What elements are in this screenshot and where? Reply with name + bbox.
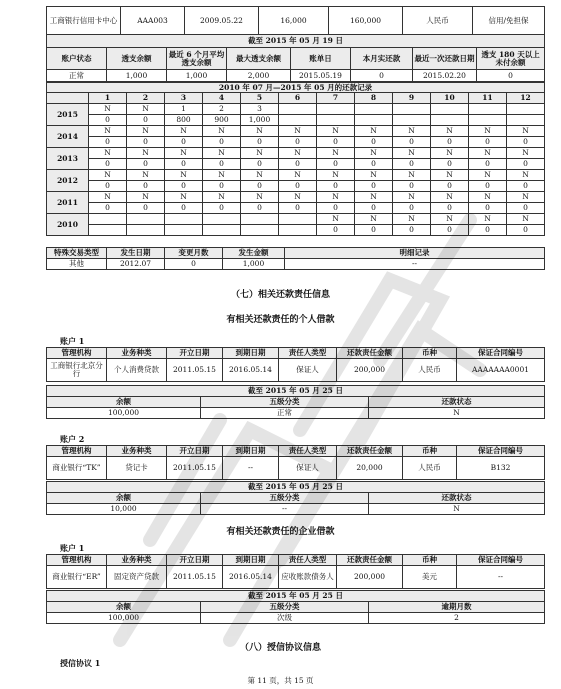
repayment-amount-cell: 0: [431, 203, 469, 214]
col-header: 余额: [47, 602, 201, 613]
cell: 1,000: [167, 70, 227, 82]
col-header: 管理机构: [47, 348, 107, 359]
repayment-amount-cell: 0: [203, 159, 241, 170]
repayment-status-cell: N: [431, 214, 469, 225]
col-header: 币种: [403, 555, 457, 566]
repayment-amount-cell: [507, 115, 545, 126]
col-header: 还款状态: [369, 397, 545, 408]
repayment-amount-cell: [279, 225, 317, 236]
col-header: 特殊交易类型: [47, 248, 107, 259]
asof-date: 截至 2015 年 05 月 25 日: [47, 482, 545, 493]
cell: 100,000: [47, 613, 201, 624]
col-header: 五级分类: [201, 602, 369, 613]
repayment-status-cell: N: [507, 192, 545, 203]
repayment-status-cell: [241, 214, 279, 225]
repayment-status-cell: N: [241, 126, 279, 137]
cell: 个人消费贷款: [107, 359, 167, 382]
year-label: 2012: [47, 170, 89, 192]
col-header: 发生金额: [223, 248, 285, 259]
col-header: 透支 180 天以上未付余额: [477, 48, 545, 70]
year-label: 2010: [47, 214, 89, 236]
repayment-amount-cell: [355, 115, 393, 126]
repayment-status-cell: [469, 104, 507, 115]
repayment-amount-cell: 0: [355, 181, 393, 192]
repayment-amount-cell: 0: [469, 203, 507, 214]
month-header: 3: [165, 93, 203, 104]
repayment-status-cell: N: [165, 148, 203, 159]
top-cell: 工商银行信用卡中心: [47, 7, 121, 35]
repayment-amount-cell: 0: [355, 225, 393, 236]
repayment-amount-cell: 0: [393, 137, 431, 148]
cell: 20,000: [337, 457, 403, 480]
personal-account-1-status: [46, 385, 545, 419]
repayment-status-cell: N: [241, 148, 279, 159]
repayment-status-cell: N: [241, 170, 279, 181]
repayment-amount-cell: [165, 225, 203, 236]
repayment-amount-cell: 0: [355, 203, 393, 214]
repayment-amount-cell: 0: [317, 159, 355, 170]
col-header: 开立日期: [167, 348, 223, 359]
top-cell: AAA003: [121, 7, 185, 35]
repayment-status-cell: N: [279, 192, 317, 203]
repayment-status-cell: [431, 104, 469, 115]
repayment-amount-cell: 0: [317, 203, 355, 214]
repayment-amount-cell: 0: [89, 159, 127, 170]
cell: 人民币: [403, 457, 457, 480]
repayment-status-cell: N: [317, 192, 355, 203]
repayment-status-cell: N: [507, 170, 545, 181]
cell: 0: [351, 70, 413, 82]
repayment-status-cell: N: [431, 192, 469, 203]
repayment-amount-cell: 0: [469, 137, 507, 148]
enterprise-account-1-table: [46, 554, 545, 589]
account-label: 账户 1: [60, 336, 85, 346]
personal-account-1-table: [46, 347, 545, 382]
account-label: 账户 1: [60, 543, 85, 553]
year-label: 2014: [47, 126, 89, 148]
repayment-status-cell: N: [279, 148, 317, 159]
account-status-table: [46, 34, 545, 82]
cell: 2016.05.14: [223, 566, 279, 589]
repayment-amount-cell: [89, 225, 127, 236]
repayment-amount-cell: 1,000: [241, 115, 279, 126]
repayment-status-cell: N: [127, 148, 165, 159]
repayment-amount-cell: 0: [431, 137, 469, 148]
repayment-status-cell: [355, 104, 393, 115]
special-transaction-table: [46, 247, 545, 270]
repayment-amount-cell: 0: [89, 137, 127, 148]
repayment-amount-cell: 0: [469, 225, 507, 236]
repayment-amount-cell: 0: [431, 181, 469, 192]
cell: AAAAAAA0001: [457, 359, 545, 382]
repayment-status-cell: N: [469, 148, 507, 159]
repayment-amount-cell: 0: [165, 159, 203, 170]
repayment-amount-cell: 0: [469, 181, 507, 192]
repayment-amount-cell: 0: [393, 181, 431, 192]
cell: 贷记卡: [107, 457, 167, 480]
repayment-status-cell: N: [507, 214, 545, 225]
col-header: 保证合同编号: [457, 446, 545, 457]
cell: 0: [477, 70, 545, 82]
cell: 其他: [47, 259, 107, 270]
cell: 2011.05.15: [167, 457, 223, 480]
year-corner: [47, 93, 89, 104]
month-header: 2: [127, 93, 165, 104]
repayment-status-cell: N: [127, 104, 165, 115]
cell: N: [369, 504, 545, 515]
asof-date: 截至 2015 年 05 月 25 日: [47, 591, 545, 602]
cell: 100,000: [47, 408, 201, 419]
col-header: 最近 6 个月平均透支余额: [167, 48, 227, 70]
personal-loan-title: 有相关还款责任的个人借款: [226, 315, 335, 325]
repayment-status-cell: N: [317, 126, 355, 137]
col-header: 本月实还款: [351, 48, 413, 70]
col-header: 还款责任金额: [337, 446, 403, 457]
top-cell: 人民币: [403, 7, 473, 35]
repayment-amount-cell: 0: [393, 203, 431, 214]
repayment-status-cell: [317, 104, 355, 115]
col-header: 到期日期: [223, 446, 279, 457]
month-header: 1: [89, 93, 127, 104]
col-header: 变更月数: [165, 248, 223, 259]
col-header: 责任人类型: [279, 555, 337, 566]
col-header: 还款状态: [369, 493, 545, 504]
repayment-amount-cell: 0: [127, 181, 165, 192]
repayment-status-cell: N: [469, 214, 507, 225]
repayment-status-cell: N: [507, 126, 545, 137]
col-header: 币种: [403, 348, 457, 359]
repayment-amount-cell: [203, 225, 241, 236]
repayment-amount-cell: 0: [203, 203, 241, 214]
repayment-status-cell: N: [355, 170, 393, 181]
cell: 正常: [47, 70, 107, 82]
col-header: 最近一次还款日期: [413, 48, 477, 70]
month-header: 6: [279, 93, 317, 104]
repayment-status-cell: N: [127, 126, 165, 137]
asof-date: 截至 2015 年 05 月 25 日: [47, 386, 545, 397]
repayment-status-cell: N: [469, 170, 507, 181]
repayment-status-cell: N: [355, 192, 393, 203]
repayment-amount-cell: 0: [279, 181, 317, 192]
col-header: 五级分类: [201, 493, 369, 504]
repayment-status-cell: N: [165, 170, 203, 181]
col-header: 到期日期: [223, 555, 279, 566]
repayment-status-cell: N: [89, 104, 127, 115]
repayment-status-cell: N: [355, 126, 393, 137]
repayment-status-cell: N: [355, 214, 393, 225]
repayment-status-cell: N: [431, 126, 469, 137]
col-header: 开立日期: [167, 555, 223, 566]
cell: 2012.07: [107, 259, 165, 270]
repayment-status-cell: N: [393, 170, 431, 181]
month-header: 5: [241, 93, 279, 104]
section-7-title: （七）相关还款责任信息: [230, 290, 330, 300]
account-label: 账户 2: [60, 434, 85, 444]
repayment-amount-cell: 0: [317, 181, 355, 192]
col-header: 管理机构: [47, 446, 107, 457]
repayment-amount-cell: 0: [279, 159, 317, 170]
month-header: 7: [317, 93, 355, 104]
repayment-amount-cell: 0: [317, 137, 355, 148]
cell: 2011.05.15: [167, 359, 223, 382]
cell: 应收账款债务人: [279, 566, 337, 589]
cell: 200,000: [337, 359, 403, 382]
repayment-status-cell: 3: [241, 104, 279, 115]
repayment-status-cell: N: [393, 214, 431, 225]
cell: 2: [369, 613, 545, 624]
cell: --: [201, 504, 369, 515]
agreement-label: 授信协议 1: [60, 658, 101, 668]
col-header: 余额: [47, 397, 201, 408]
cell: 200,000: [337, 566, 403, 589]
col-header: 保证合同编号: [457, 348, 545, 359]
repayment-status-cell: N: [431, 170, 469, 181]
repayment-status-cell: N: [393, 126, 431, 137]
repayment-status-cell: N: [127, 170, 165, 181]
cell: 1,000: [107, 70, 167, 82]
cell: 2015.02.20: [413, 70, 477, 82]
col-header: 保证合同编号: [457, 555, 545, 566]
repayment-amount-cell: 0: [431, 159, 469, 170]
top-cell: 信用/免担保: [473, 7, 545, 35]
year-label: 2015: [47, 104, 89, 126]
repayment-status-cell: N: [393, 148, 431, 159]
cell: 1,000: [223, 259, 285, 270]
col-header: 账户状态: [47, 48, 107, 70]
cell: 美元: [403, 566, 457, 589]
col-header: 业务种类: [107, 348, 167, 359]
repayment-amount-cell: 0: [393, 225, 431, 236]
repayment-amount-cell: 0: [355, 159, 393, 170]
cell: B132: [457, 457, 545, 480]
month-header: 11: [469, 93, 507, 104]
cell: 2016.05.14: [223, 359, 279, 382]
repayment-status-cell: N: [203, 192, 241, 203]
repayment-amount-cell: 0: [127, 159, 165, 170]
repayment-amount-cell: 0: [241, 181, 279, 192]
repayment-amount-cell: [317, 115, 355, 126]
cell: 商业银行“ER”: [47, 566, 107, 589]
repayment-status-cell: N: [507, 148, 545, 159]
month-header: 12: [507, 93, 545, 104]
repayment-amount-cell: 0: [165, 203, 203, 214]
col-header: 管理机构: [47, 555, 107, 566]
enterprise-account-1-status: [46, 590, 545, 624]
repayment-status-cell: 2: [203, 104, 241, 115]
month-header: 9: [393, 93, 431, 104]
cell: 固定资产贷款: [107, 566, 167, 589]
cell: 保证人: [279, 359, 337, 382]
repayment-amount-cell: [241, 225, 279, 236]
col-header: 余额: [47, 493, 201, 504]
col-header: 到期日期: [223, 348, 279, 359]
repayment-amount-cell: 0: [507, 137, 545, 148]
repayment-status-cell: N: [469, 192, 507, 203]
repayment-amount-cell: 0: [165, 181, 203, 192]
personal-account-2-table: [46, 445, 545, 480]
repayment-amount-cell: 0: [279, 203, 317, 214]
col-header: 业务种类: [107, 555, 167, 566]
personal-account-2-status: [46, 481, 545, 515]
repayment-status-cell: N: [203, 170, 241, 181]
repayment-status-cell: [279, 214, 317, 225]
repayment-status-cell: [203, 214, 241, 225]
repayment-amount-cell: 0: [89, 115, 127, 126]
repayment-status-cell: [127, 214, 165, 225]
repayment-amount-cell: 0: [203, 137, 241, 148]
repayment-status-cell: 1: [165, 104, 203, 115]
repayment-amount-cell: [469, 115, 507, 126]
month-header: 10: [431, 93, 469, 104]
top-cell: 2009.05.22: [185, 7, 259, 35]
col-header: 最大透支余额: [227, 48, 291, 70]
repayment-amount-cell: 0: [507, 225, 545, 236]
repayment-amount-cell: 800: [165, 115, 203, 126]
repayment-status-cell: N: [241, 192, 279, 203]
repayment-status-cell: [165, 214, 203, 225]
repayment-amount-cell: 0: [165, 137, 203, 148]
repayment-status-cell: N: [89, 126, 127, 137]
col-header: 业务种类: [107, 446, 167, 457]
repayment-amount-cell: 0: [393, 159, 431, 170]
repayment-amount-cell: 0: [241, 137, 279, 148]
repayment-status-cell: N: [469, 126, 507, 137]
repayment-amount-cell: 0: [127, 115, 165, 126]
col-header: 币种: [403, 446, 457, 457]
col-header: 还款责任金额: [337, 555, 403, 566]
repayment-status-cell: [393, 104, 431, 115]
repayment-status-cell: [507, 104, 545, 115]
cell: 2,000: [227, 70, 291, 82]
repayment-amount-cell: 0: [89, 203, 127, 214]
cell: 0: [165, 259, 223, 270]
repayment-status-cell: N: [165, 192, 203, 203]
repayment-status-cell: N: [127, 192, 165, 203]
repayment-status-cell: [279, 104, 317, 115]
repayment-amount-cell: 0: [127, 137, 165, 148]
year-label: 2011: [47, 192, 89, 214]
repayment-amount-cell: 0: [317, 225, 355, 236]
repayment-amount-cell: 900: [203, 115, 241, 126]
repayment-amount-cell: [127, 225, 165, 236]
repayment-amount-cell: [393, 115, 431, 126]
repayment-status-cell: N: [393, 192, 431, 203]
repayment-amount-cell: 0: [241, 159, 279, 170]
cell: --: [285, 259, 545, 270]
repayment-amount-cell: 0: [241, 203, 279, 214]
repayment-status-cell: N: [165, 126, 203, 137]
year-label: 2013: [47, 148, 89, 170]
col-header: 逾期月数: [369, 602, 545, 613]
cell: 10,000: [47, 504, 201, 515]
repayment-status-cell: N: [279, 170, 317, 181]
repayment-record-table: [46, 82, 545, 236]
repayment-title: 2010 年 07 月—2015 年 05 月的还款记录: [47, 83, 545, 93]
cell: 商业银行“TK”: [47, 457, 107, 480]
repayment-amount-cell: 0: [507, 159, 545, 170]
repayment-status-cell: N: [317, 170, 355, 181]
cell: 正常: [201, 408, 369, 419]
repayment-amount-cell: 0: [469, 159, 507, 170]
col-header: 账单日: [291, 48, 351, 70]
repayment-status-cell: [89, 214, 127, 225]
repayment-amount-cell: 0: [279, 137, 317, 148]
repayment-status-cell: N: [89, 192, 127, 203]
repayment-status-cell: N: [431, 148, 469, 159]
cell: 工商银行北京分行: [47, 359, 107, 382]
cell: N: [369, 408, 545, 419]
cell: 保证人: [279, 457, 337, 480]
repayment-status-cell: N: [279, 126, 317, 137]
cell: --: [223, 457, 279, 480]
col-header: 发生日期: [107, 248, 165, 259]
cell: 2015.05.19: [291, 70, 351, 82]
page-footer: 第 11 页，共 15 页: [247, 676, 314, 685]
month-header: 4: [203, 93, 241, 104]
cell: 2011.05.15: [167, 566, 223, 589]
col-header: 明细记录: [285, 248, 545, 259]
repayment-amount-cell: 0: [431, 225, 469, 236]
repayment-status-cell: N: [89, 170, 127, 181]
repayment-amount-cell: 0: [507, 203, 545, 214]
col-header: 透支余额: [107, 48, 167, 70]
asof-date: 截至 2015 年 05 月 19 日: [47, 35, 545, 48]
top-cell: 160,000: [329, 7, 403, 35]
repayment-status-cell: N: [317, 214, 355, 225]
col-header: 责任人类型: [279, 348, 337, 359]
col-header: 开立日期: [167, 446, 223, 457]
repayment-status-cell: N: [203, 126, 241, 137]
repayment-status-cell: N: [355, 148, 393, 159]
cell: 人民币: [403, 359, 457, 382]
enterprise-loan-title: 有相关还款责任的企业借款: [226, 527, 335, 537]
repayment-amount-cell: 0: [355, 137, 393, 148]
col-header: 责任人类型: [279, 446, 337, 457]
repayment-amount-cell: [431, 115, 469, 126]
cell: --: [457, 566, 545, 589]
repayment-status-cell: N: [203, 148, 241, 159]
repayment-amount-cell: 0: [127, 203, 165, 214]
card-summary-row: [46, 6, 545, 35]
repayment-amount-cell: 0: [89, 181, 127, 192]
month-header: 8: [355, 93, 393, 104]
cell: 次级: [201, 613, 369, 624]
col-header: 五级分类: [201, 397, 369, 408]
section-8-title: （八）授信协议信息: [239, 643, 321, 653]
repayment-amount-cell: 0: [507, 181, 545, 192]
repayment-amount-cell: 0: [203, 181, 241, 192]
repayment-status-cell: N: [317, 148, 355, 159]
repayment-status-cell: N: [89, 148, 127, 159]
top-cell: 16,000: [259, 7, 329, 35]
repayment-amount-cell: [279, 115, 317, 126]
col-header: 还款责任金额: [337, 348, 403, 359]
